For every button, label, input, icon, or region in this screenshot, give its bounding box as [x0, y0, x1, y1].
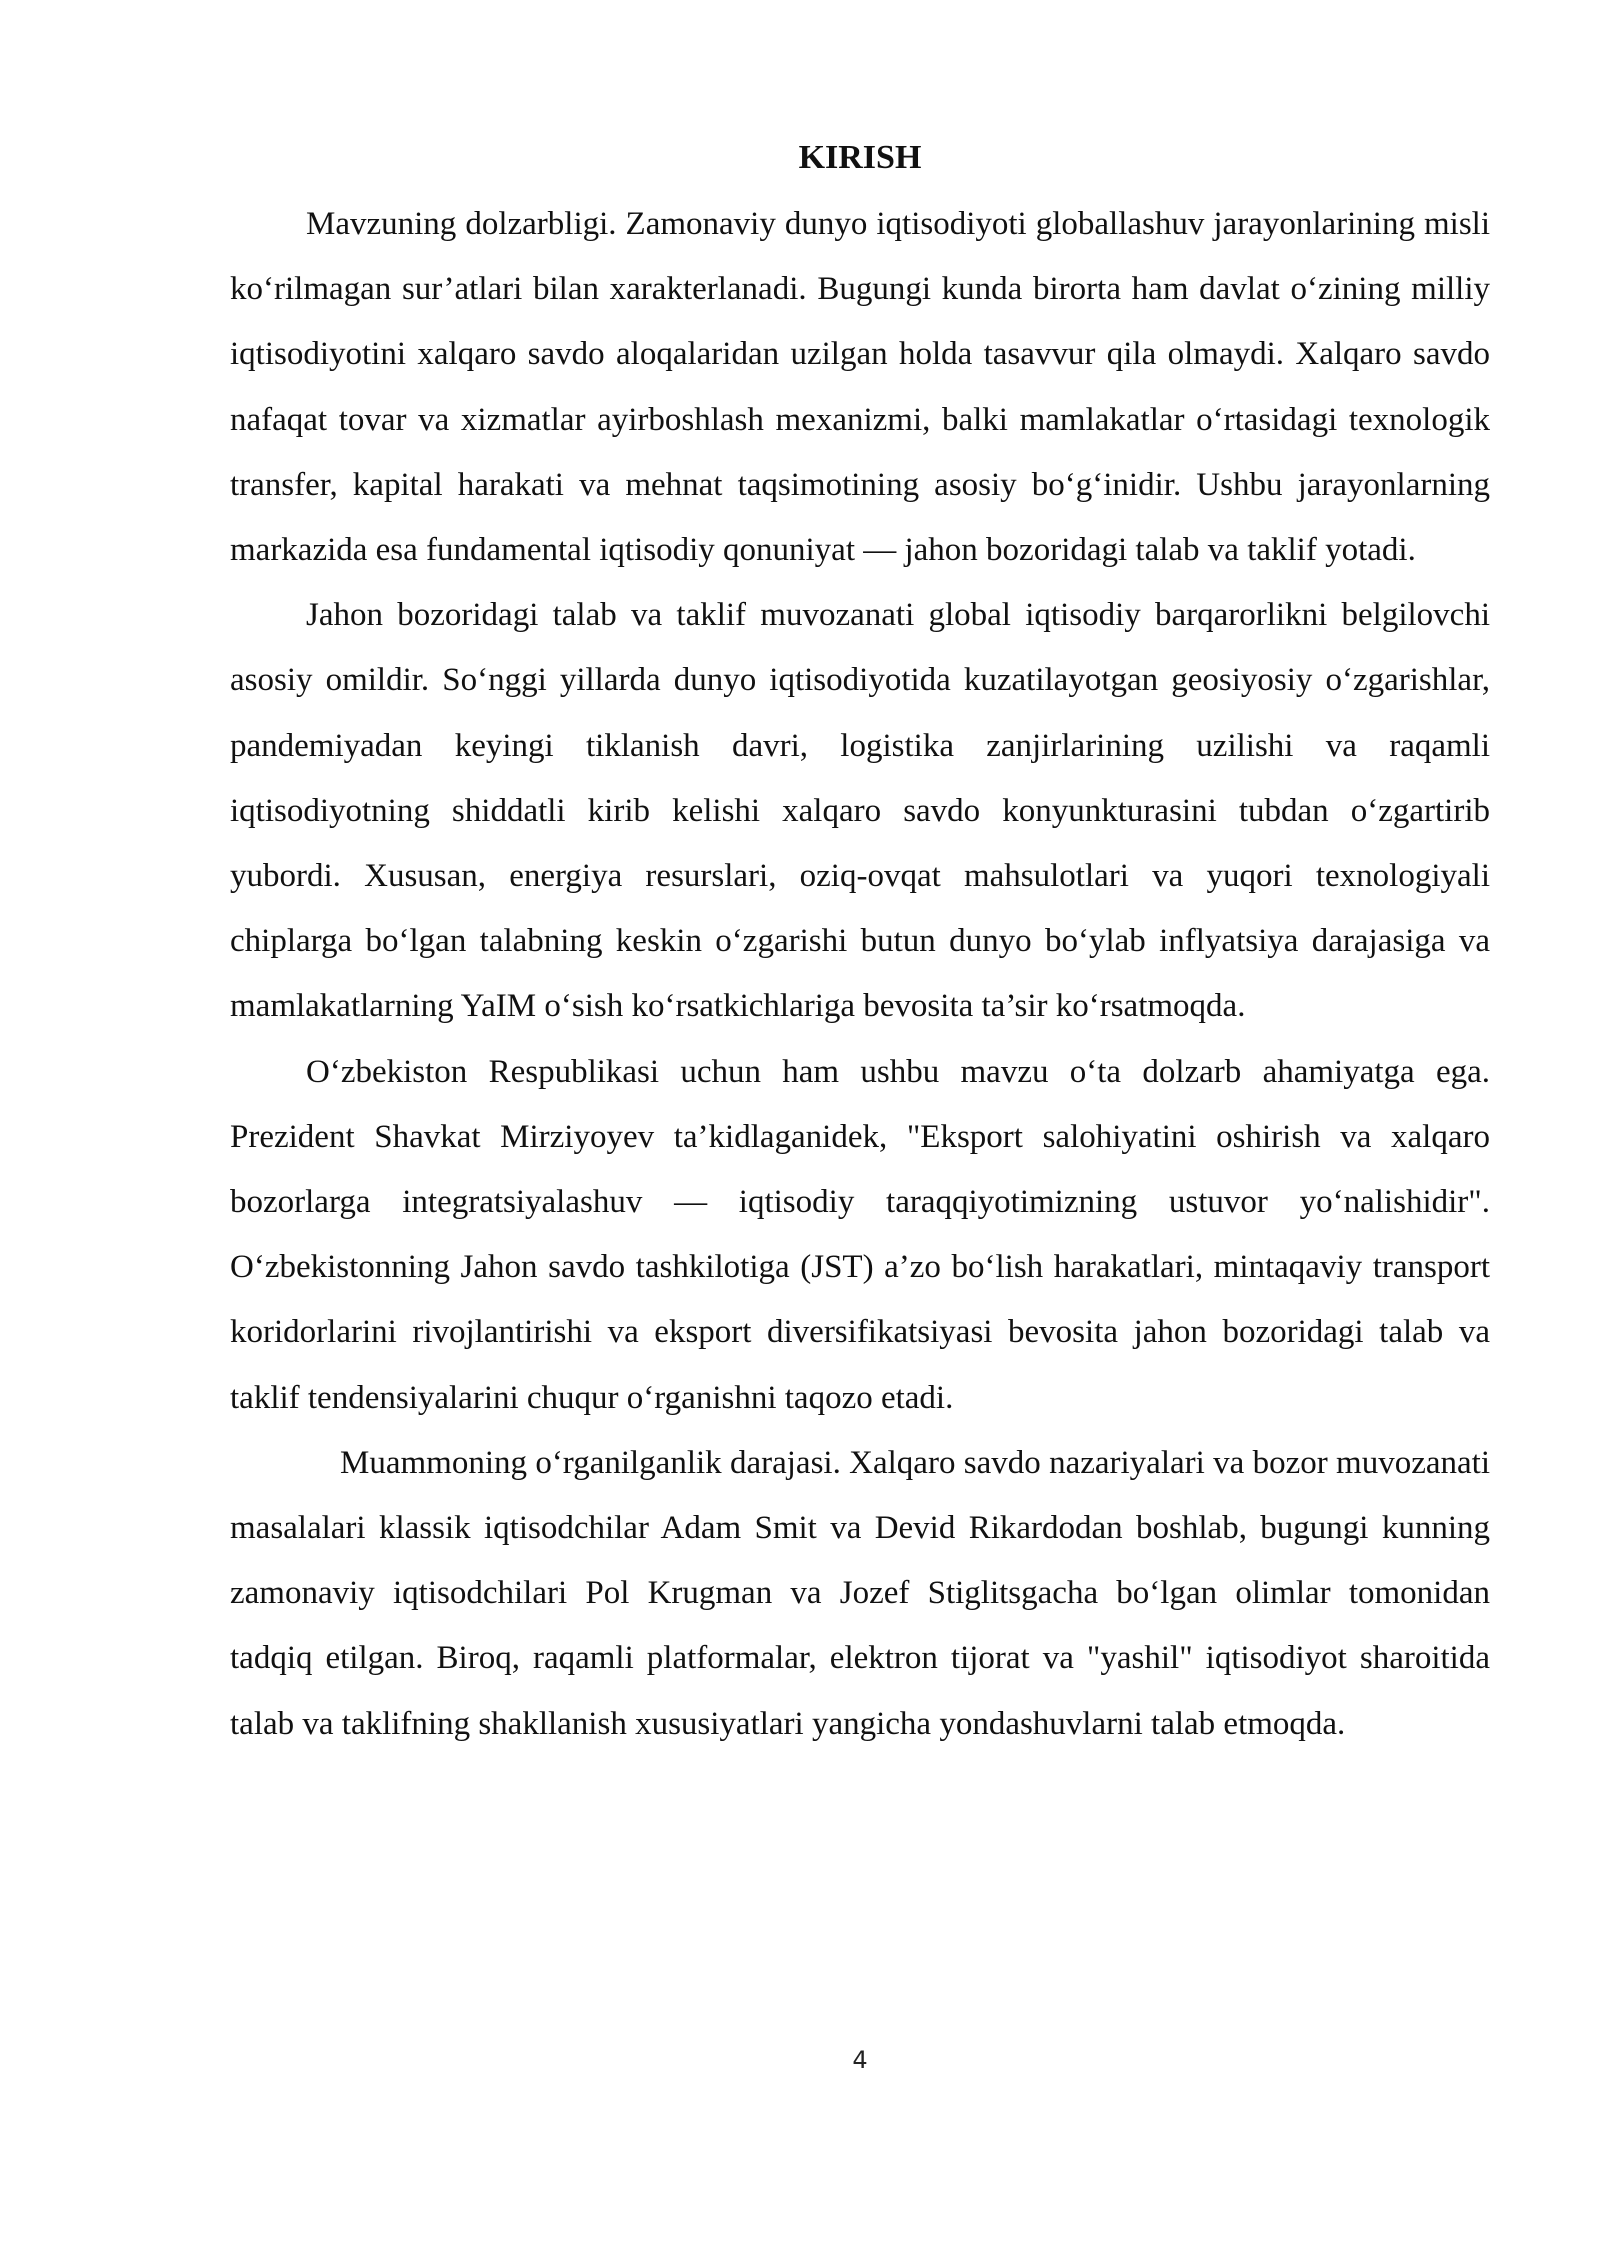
page-content	[230, 130, 1490, 1757]
page-number: 4	[852, 2046, 868, 2074]
paragraph-research-degree: Muammoning o‘rganilganlik darajasi. Xalqaro savdo nazariyalari va bozor muvozanati masalalari klassik iqtisodchilar Adam Smit va Devid Rikardodan boshlab, bugungi kunning zamonaviy iqtisodchilari Pol Krugman va Jozef Stiglitsgacha bo‘lgan olimlar tomonidan tadqiq etilgan. Biroq, raqamli platformalar, elektron tijorat va "yashil" iqtisodiyot sharoitida talab va taklifning shakllanish xususiyatlari yangicha yondashuvlarni talab etmoqda.	[230, 1444, 1490, 1742]
paragraph-market-balance: Jahon bozoridagi talab va taklif muvozanati global iqtisodiy barqarorlikni belgilovchi asosiy omildir. So‘nggi yillarda dunyo iqtisodiyotida kuzatilayotgan geosiyosiy o‘zgarishlar, pandemiyadan keyingi tiklanish davri, logistika zanjirlarining uzilishi va raqamli iqtisodiyotning shiddatli kirib kelishi xalqaro savdo konyunkturasini tubdan o‘zgartirib yubordi. Xususan, energiya resurslari, oziq-ovqat mahsulotlari va yuqori texnologiyali chiplarga bo‘lgan talabning keskin o‘zgarishi butun dunyo bo‘ylab inflyatsiya darajasiga va mamlakatlarning YaIM o‘sish ko‘rsatkichlariga bevosita ta’sir ko‘rsatmoqda.	[230, 597, 1490, 1025]
paragraph-relevance: Mavzuning dolzarbligi. Zamonaviy dunyo iqtisodiyoti globallashuv jarayonlarining misli ko‘rilmagan sur’atlari bilan xarakterlanadi. Bugungi kunda birorta ham davlat o‘zining milliy iqtisodiyotini xalqaro savdo aloqalaridan uzilgan holda tasavvur qila olmaydi. Xalqaro savdo nafaqat tovar va xizmatlar ayirboshlash mexanizmi, balki mamlakatlar o‘rtasidagi texnologik transfer, kapital harakati va mehnat taqsimotining asosiy bo‘g‘inidir. Ushbu jarayonlarning markazida esa fundamental iqtisodiy qonuniyat — jahon bozoridagi talab va taklif yotadi.	[230, 206, 1490, 569]
section-title: KIRISH	[798, 139, 922, 176]
paragraph-uzbekistan: O‘zbekiston Respublikasi uchun ham ushbu mavzu o‘ta dolzarb ahamiyatga ega. Prezident Shavkat Mirziyoyev ta’kidlaganidek, "Eksport salohiyatini oshirish va xalqaro bozorlarga integratsiyalashuv — iqtisodiy taraqqiyotimizning ustuvor yo‘nalishidir". O‘zbekistonning Jahon savdo tashkilotiga (JST) a’zo bo‘lish harakatlari, mintaqaviy transport koridorlarini rivojlantirishi va eksport diversifikatsiyasi bevosita jahon bozoridagi talab va taklif tendensiyalarini chuqur o‘rganishni taqozo etadi.	[230, 1053, 1490, 1416]
